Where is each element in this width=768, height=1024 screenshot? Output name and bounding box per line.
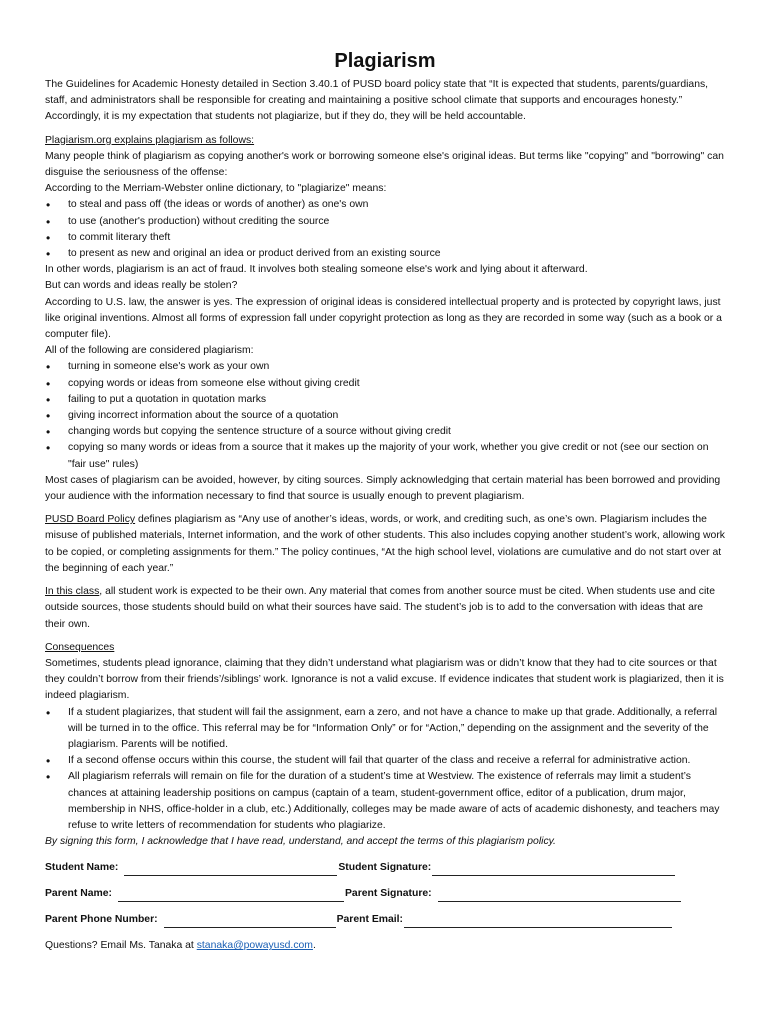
- questions-line: [45, 938, 725, 954]
- plagiarism-org-heading: Plagiarism.org explains plagiarism as follows:: [45, 134, 255, 146]
- plagiarism-org-paragraph-3: In other words, plagiarism is an act of fraud. It involves both stealing someone else's work and lying about it afterward.: [45, 264, 588, 276]
- list-item: • changing words but copying the sentence structure of a source without giving credit: [45, 424, 725, 440]
- parent-contact-row: [45, 912, 725, 928]
- email-link[interactable]: stanaka@powayusd.com: [196, 940, 313, 952]
- list-item: • All plagiarism referrals will remain on file for the duration of a student’s time at Westview. The existence of referrals may limit a student’s chances at attaining leadership positions on campus (captain of a team, student-government office, editor of a publication, drum major, membership in NHS, office-holder in a club, etc.) Additionally, colleges may be made aware of acts of academic dishonesty, and teachers may refuse to write letters of recommendation for students who plagiarize.: [45, 769, 725, 834]
- parent-signature-row: [45, 886, 725, 902]
- consequences-heading: Consequences: [45, 641, 115, 653]
- parent-phone-field[interactable]: [164, 916, 336, 928]
- student-signature-field[interactable]: [432, 864, 675, 876]
- class-policy-label: In this class: [45, 586, 100, 598]
- parent-signature-label: Parent Signature:: [345, 888, 432, 900]
- class-policy-paragraph: [45, 584, 725, 633]
- page-title: Plagiarism: [334, 50, 436, 72]
- consequences-list: [45, 705, 725, 835]
- parent-phone-label: Parent Phone Number:: [45, 914, 158, 926]
- list-item: • to steal and pass off (the ideas or words of another) as one's own: [45, 197, 725, 213]
- parent-name-label: Parent Name:: [45, 888, 112, 900]
- list-item: • to present as new and original an idea or product derived from an existing source: [45, 246, 725, 262]
- student-name-label: Student Name:: [45, 862, 119, 874]
- parent-email-field[interactable]: [404, 916, 672, 928]
- parent-signature-field[interactable]: [438, 890, 681, 902]
- student-name-field[interactable]: [124, 864, 337, 876]
- pusd-policy-label: PUSD Board Policy: [45, 514, 136, 526]
- questions-suffix: .: [312, 940, 316, 952]
- plagiarism-org-paragraph-1: Many people think of plagiarism as copying another's work or borrowing someone else's original ideas. But terms like "copying" and "borrowing" can disguise the seriousness of the offense:: [45, 150, 724, 179]
- examples-list: [45, 359, 725, 472]
- plagiarism-org-paragraph-5: According to U.S. law, the answer is yes. The expression of original ideas is considered intellectual property and is protected by copyright laws, just like original inventions. Almost all forms of expression fall under copyright protection as long as they are recorded in some way (such as a book or a computer file).: [45, 296, 722, 341]
- list-item: • turning in someone else's work as your own: [45, 359, 725, 375]
- list-item: • copying so many words or ideas from a source that it makes up the majority of your work, whether you give credit or not (see our section on "fair use" rules): [45, 440, 725, 472]
- list-item: • giving incorrect information about the source of a quotation: [45, 408, 725, 424]
- parent-email-label: Parent Email:: [336, 914, 404, 926]
- pusd-policy-paragraph: [45, 512, 725, 577]
- student-signature-label: Student Signature:: [338, 862, 432, 874]
- definition-list: [45, 197, 725, 262]
- plagiarism-org-paragraph-7: Most cases of plagiarism can be avoided, however, by citing sources. Simply acknowledging that certain material has been borrowed and providing your audience with the information necessary to find that source is usually enough to prevent plagiarism.: [45, 474, 721, 503]
- pusd-policy-text: defines plagiarism as “Any use of another’s ideas, words, or work, and crediting such, as one’s own. Plagiarism includes the misuse of published materials, Internet information, and the work of other students. This also includes copying another student’s work, allowing work to be copied, or completing assignments for them.” The policy continues, “At the high school level, violations are cumulative and do not start over at the beginning of each year.”: [45, 514, 725, 574]
- acknowledgement-statement: By signing this form, I acknowledge that I have read, understand, and accept the terms of this plagiarism policy.: [45, 836, 556, 848]
- plagiarism-org-paragraph-2: According to the Merriam-Webster online dictionary, to "plagiarize" means:: [45, 183, 387, 195]
- plagiarism-policy-document: [45, 48, 725, 955]
- list-item: • If a second offense occurs within this course, the student will fail that quarter of the class and receive a referral for administrative action.: [45, 753, 725, 769]
- intro-paragraph: The Guidelines for Academic Honesty detailed in Section 3.40.1 of PUSD board policy state that “It is expected that students, parents/guardians, staff, and administrators shall be responsible for creating and maintaining a positive school climate that supports and encourages honesty.” Accordingly, it is my expectation that students not plagiarize, but if they do, they will be held accountable.: [45, 79, 709, 123]
- list-item: • to use (another's production) without crediting the source: [45, 214, 725, 230]
- list-item: • to commit literary theft: [45, 230, 725, 246]
- list-item: • copying words or ideas from someone else without giving credit: [45, 376, 725, 392]
- plagiarism-org-paragraph-6: All of the following are considered plagiarism:: [45, 345, 254, 357]
- class-policy-text: , all student work is expected to be their own. Any material that comes from another source must be cited. When students use and cite outside sources, those students should build on what their sources have said. The student’s job is to add to the conversation with ideas that are their own.: [45, 586, 715, 630]
- student-signature-row: [45, 860, 725, 876]
- plagiarism-org-paragraph-4: But can words and ideas really be stolen?: [45, 280, 238, 292]
- list-item: • If a student plagiarizes, that student will fail the assignment, earn a zero, and not have a chance to make up that grade. Additionally, a referral will be turned in to the office. This referral may be for “Information Only” or for “Action,” depending on the assignment and the severity of the plagiarism. Parents will be notified.: [45, 705, 725, 754]
- list-item: • failing to put a quotation in quotation marks: [45, 392, 725, 408]
- parent-name-field[interactable]: [118, 890, 344, 902]
- questions-text: Questions? Email Ms. Tanaka at: [45, 940, 197, 952]
- consequences-intro: Sometimes, students plead ignorance, claiming that they didn’t understand what plagiarism was or didn’t know that they had to cite sources or that they couldn’t borrow from their friends’/siblings’ work. Ignorance is not a valid excuse. If evidence indicates that student work is plagiarized, then it is indeed plagiarism.: [45, 657, 724, 702]
